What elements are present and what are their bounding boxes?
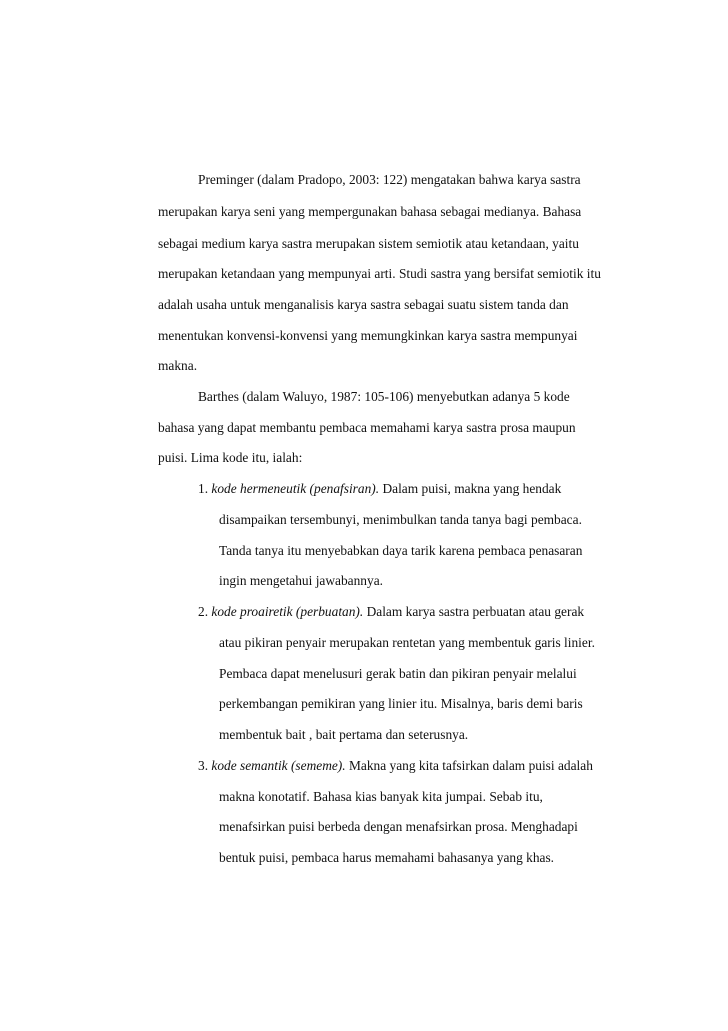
list-number: 3. — [198, 758, 212, 773]
list-number: 1. — [198, 481, 212, 496]
list-item-heading — [198, 603, 584, 621]
paragraph-line: puisi. Lima kode itu, ialah: — [158, 450, 303, 465]
list-term: kode hermeneutik (penafsiran). — [211, 481, 380, 496]
list-item-line: Pembaca dapat menelusuri gerak batin dan pikiran penyair melalui — [219, 666, 577, 681]
paragraph-line: merupakan ketandaan yang mempunyai arti. Studi sastra yang bersifat semiotik itu — [158, 266, 601, 281]
paragraph-line: merupakan karya seni yang mempergunakan bahasa sebagai medianya. Bahasa — [158, 204, 582, 219]
list-text: Dalam puisi, makna yang hendak — [379, 481, 562, 496]
list-item-line: menafsirkan puisi berbeda dengan menafsirkan prosa. Menghadapi — [219, 819, 578, 834]
list-item-line: disampaikan tersembunyi, menimbulkan tanda tanya bagi pembaca. — [219, 512, 582, 527]
list-text: Dalam karya sastra perbuatan atau gerak — [363, 604, 585, 619]
list-item-line: perkembangan pemikiran yang linier itu. Misalnya, baris demi baris — [219, 696, 583, 711]
list-term: kode semantik (sememe). — [211, 758, 346, 773]
list-item-line: ingin mengetahui jawabannya. — [219, 573, 383, 588]
list-text: Makna yang kita tafsirkan dalam puisi adalah — [345, 758, 593, 773]
paragraph-line: Preminger (dalam Pradopo, 2003: 122) mengatakan bahwa karya sastra — [198, 172, 581, 187]
paragraph-line: adalah usaha untuk menganalisis karya sastra sebagai suatu sistem tanda dan — [158, 297, 569, 312]
list-item-line: makna konotatif. Bahasa kias banyak kita jumpai. Sebab itu, — [219, 789, 543, 804]
list-item-line: bentuk puisi, pembaca harus memahami bahasanya yang khas. — [219, 850, 555, 865]
list-item-heading — [198, 480, 561, 498]
paragraph-line: menentukan konvensi-konvensi yang memungkinkan karya sastra mempunyai — [158, 328, 578, 343]
paragraph-line: bahasa yang dapat membantu pembaca memahami karya sastra prosa maupun — [158, 420, 576, 435]
list-item-heading — [198, 757, 593, 775]
list-term: kode proairetik (perbuatan). — [211, 604, 364, 619]
paragraph-line: Barthes (dalam Waluyo, 1987: 105-106) menyebutkan adanya 5 kode — [198, 389, 570, 404]
list-item-line: membentuk bait , bait pertama dan seterusnya. — [219, 727, 469, 742]
paragraph-line: sebagai medium karya sastra merupakan sistem semiotik atau ketandaan, yaitu — [158, 236, 579, 251]
list-item-line: atau pikiran penyair merupakan rentetan yang membentuk garis linier. — [219, 635, 595, 650]
list-number: 2. — [198, 604, 212, 619]
paragraph-line: makna. — [158, 358, 198, 373]
list-item-line: Tanda tanya itu menyebabkan daya tarik karena pembaca penasaran — [219, 543, 583, 558]
